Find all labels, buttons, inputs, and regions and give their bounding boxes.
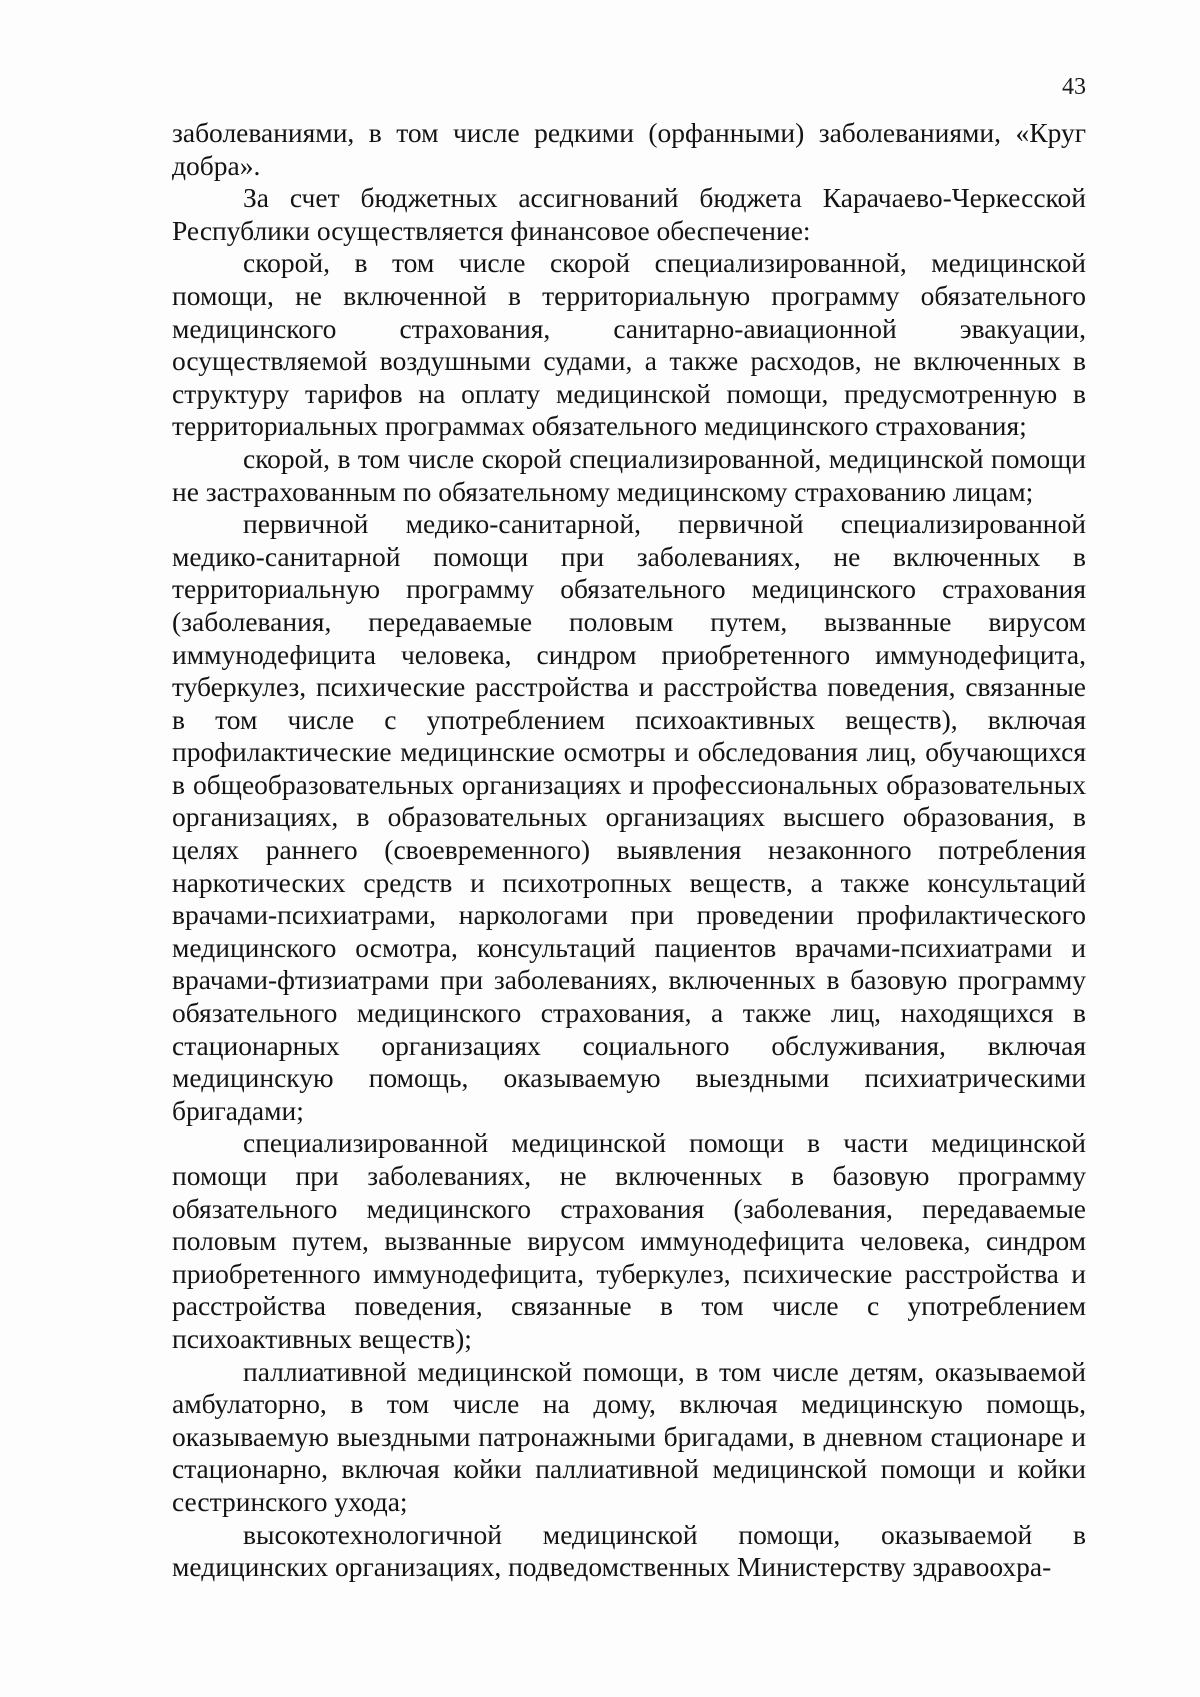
- paragraph-funding-intro: За счет бюджетных ассигнований бюджета Карачаево-Черкесской Республики осуществляется финансовое обеспечение:: [172, 182, 1086, 246]
- paragraph-emergency-uninsured: скорой, в том числе скорой специализированной, медицинской помощи не застрахованным по обязательному медицинскому страхованию лицам;: [172, 442, 1086, 507]
- paragraph-continuation: заболеваниями, в том числе редкими (орфанными) заболеваниями, «Круг добра».: [172, 117, 1086, 181]
- body-text: [172, 117, 1086, 1584]
- paragraph-high-tech-care: высокотехнологичной медицинской помощи, оказываемой в медицинских организациях, подведомственных Министерству здравоохра-: [172, 1518, 1086, 1583]
- paragraph-palliative-care: паллиативной медицинской помощи, в том числе детям, оказываемой амбулаторно, в том числе на дому, включая медицинскую помощь, оказываемую выездными патронажными бригадами, в дневном стационаре и стационарно, включая койки паллиативной медицинской помощи и койки сестринского ухода;: [172, 1355, 1086, 1517]
- paragraph-primary-care: первичной медико-санитарной, первичной специализированной медико-санитарной помощи при заболеваниях, не включенных в территориальную программу обязательного медицинского страхования (заболевания, передаваемые половым путем, вызванные вирусом иммунодефицита человека, синдром приобретенного иммунодефицита, туберкулез, психические расстройства и расстройства поведения, связанные в том числе с употреблением психоактивных веществ), включая профилактические медицинские осмотры и обследования лиц, обучающихся в общеобразовательных организациях и профессиональных образовательных организациях, в образовательных организациях высшего образования, в целях раннего (своевременного) выявления незаконного потребления наркотических средств и психотропных веществ, а также консультаций врачами-психиатрами, наркологами при проведении профилактического медицинского осмотра, консультаций пациентов врачами-психиатрами и врачами-фтизиатрами при заболеваниях, включенных в базовую программу обязательного медицинского страхования, а также лиц, находящихся в стационарных организациях социального обслуживания, включая медицинскую помощь, оказываемую выездными психиатрическими бригадами;: [172, 508, 1086, 1126]
- paragraph-specialized-care: специализированной медицинской помощи в части медицинской помощи при заболеваниях, не включенных в базовую программу обязательного медицинского страхования (заболевания, передаваемые половым путем, вызванные вирусом иммунодефицита человека, синдром приобретенного иммунодефицита, туберкулез, психические расстройства и расстройства поведения, связанные в том числе с употреблением психоактивных веществ);: [172, 1127, 1086, 1354]
- paragraph-emergency-care: скорой, в том числе скорой специализированной, медицинской помощи, не включенной в территориальную программу обязательного медицинского страхования, санитарно-авиационной эвакуации, осуществляемой воздушными судами, а также расходов, не включенных в структуру тарифов на оплату медицинской помощи, предусмотренную в территориальных программах обязательного медицинского страхования;: [172, 247, 1086, 442]
- page-number: 43: [1062, 74, 1086, 100]
